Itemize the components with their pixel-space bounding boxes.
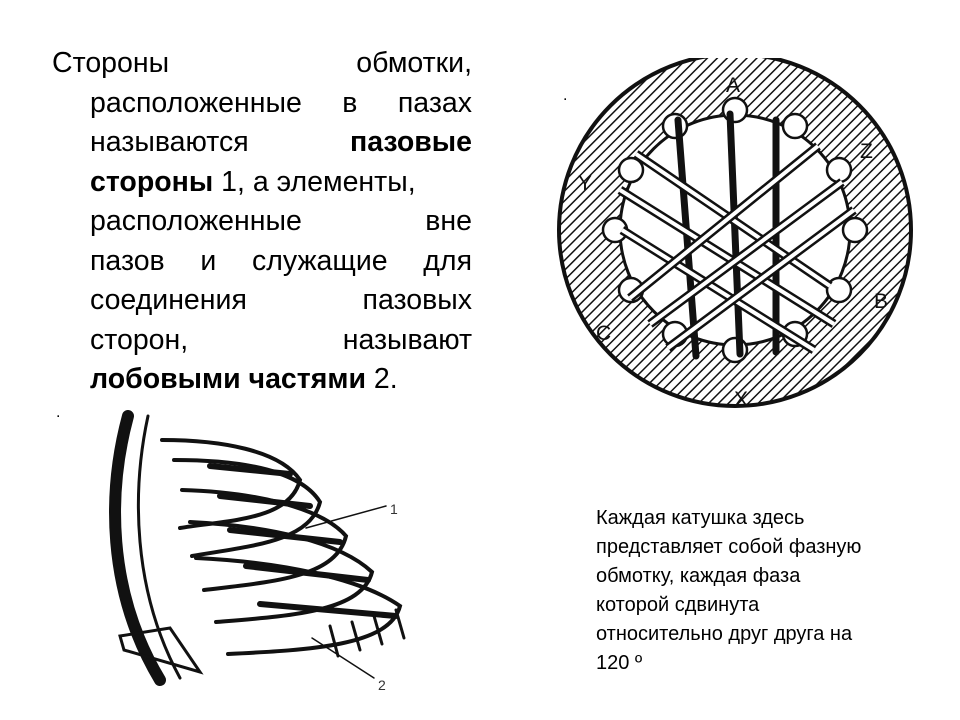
dot-marker-left: . xyxy=(56,404,61,421)
figure-label-2: 2 xyxy=(378,677,386,693)
label-z: Z xyxy=(860,140,873,163)
term-slot-sides-cont: стороны xyxy=(90,165,214,198)
main-text xyxy=(52,44,472,400)
main-line-3: называются пазовые xyxy=(90,126,472,158)
dot-marker-top: . xyxy=(563,87,568,104)
label-a: A xyxy=(726,74,741,97)
winding-end-parts-figure xyxy=(100,410,460,700)
stator-winding-diagram xyxy=(548,58,928,408)
term-slot-sides: пазовые xyxy=(350,126,472,158)
label-b: B xyxy=(874,290,889,313)
label-y: Y xyxy=(578,172,593,195)
caption-line-4: которой сдвинута xyxy=(596,594,760,616)
main-line-8: сторон, называют xyxy=(90,323,472,356)
caption-line-1: Каждая катушка здесь xyxy=(596,507,805,529)
caption-line-5: относительно друг друга на xyxy=(596,623,853,645)
label-c: C xyxy=(596,322,612,345)
label-x: X xyxy=(734,388,749,408)
main-line-4: стороны 1, а элементы, xyxy=(90,165,416,198)
caption xyxy=(596,504,926,678)
main-line-9: лобовыми частями 2. xyxy=(90,363,398,395)
main-line-2: расположенные в пазах xyxy=(90,86,472,119)
caption-line-3: обмотку, каждая фаза xyxy=(596,565,801,587)
main-line-1: Стороны обмотки, xyxy=(52,47,472,79)
caption-line-6: 120 º xyxy=(596,652,643,674)
term-end-parts: лобовыми частями xyxy=(90,363,366,395)
main-line-5: расположенные вне xyxy=(90,205,472,237)
main-line-6: пазов и служащие для xyxy=(90,244,472,277)
main-line-7: соединения пазовых xyxy=(90,284,472,316)
caption-line-2: представляет собой фазную xyxy=(596,536,862,558)
slot-sides-bars xyxy=(210,466,396,616)
figure-label-1: 1 xyxy=(390,501,398,517)
